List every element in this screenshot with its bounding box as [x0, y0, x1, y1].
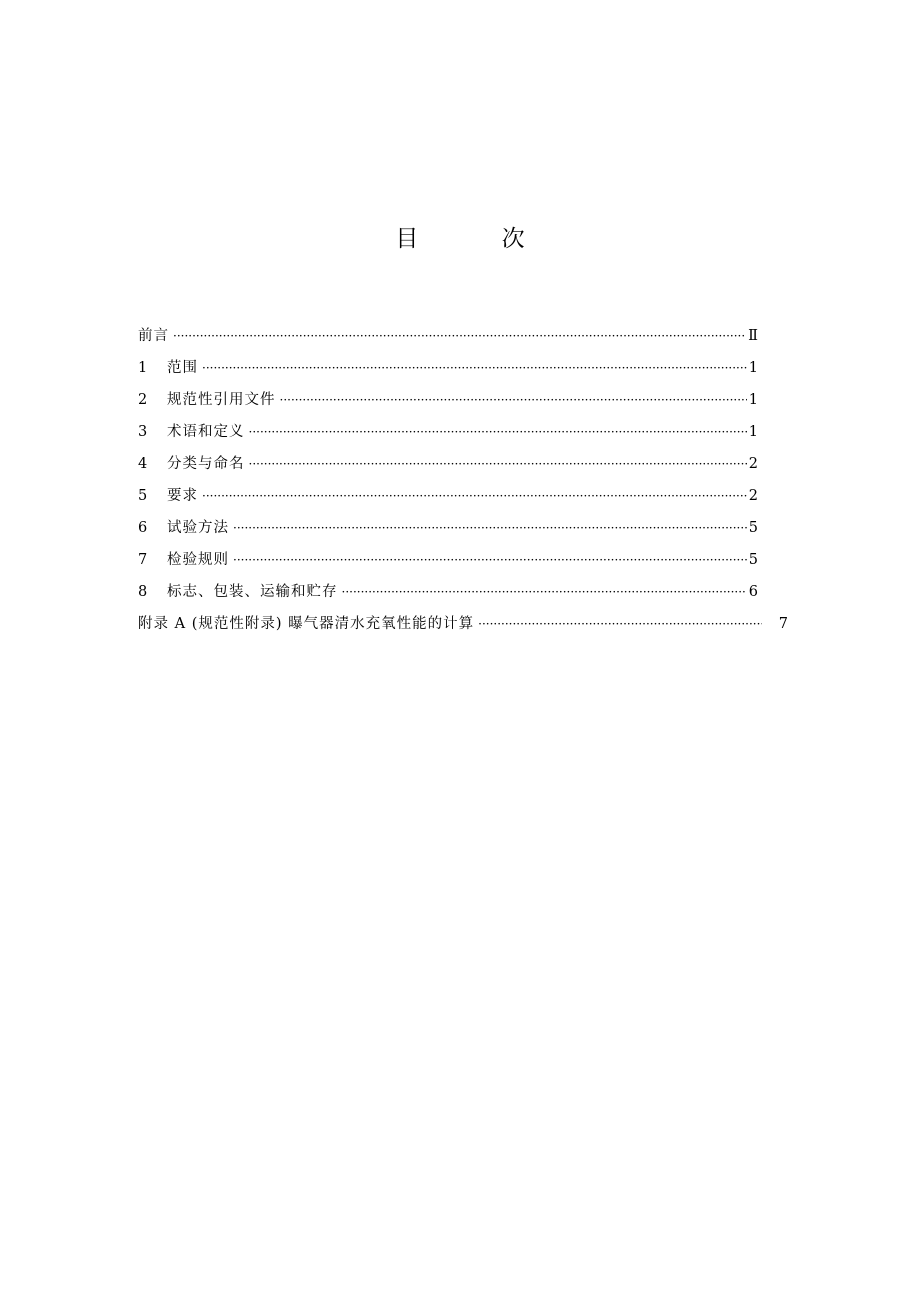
toc-entry-label: 范围 [167, 360, 198, 376]
toc-entry-number: 2 [138, 392, 148, 408]
toc-entry-label: 附录 A (规范性附录) 曝气器清水充氧性能的计算 [138, 616, 475, 632]
toc-entry-test-methods[interactable] [138, 516, 758, 548]
toc-entry-normative-references[interactable] [138, 388, 758, 420]
toc-entry-number: 4 [138, 456, 148, 472]
toc-entry-page: 5 [748, 552, 758, 568]
toc-entry-number: 6 [138, 520, 148, 536]
toc-entry-page: 7 [778, 616, 788, 632]
toc-entry-page: 6 [748, 584, 758, 600]
toc-entry-page: 2 [748, 456, 758, 472]
toc-entry-number: 5 [138, 488, 148, 504]
toc-entry-label: 检验规则 [167, 552, 229, 568]
toc-entry-page: Ⅱ [748, 328, 758, 344]
toc-entry-terms-definitions[interactable] [138, 420, 758, 452]
toc-entry-label: 试验方法 [167, 520, 229, 536]
toc-leader-dots [478, 612, 762, 636]
toc-leader-dots [249, 420, 747, 444]
toc-leader-dots [173, 324, 746, 348]
toc-entry-requirements[interactable] [138, 484, 758, 516]
toc-entry-label: 标志、包装、运输和贮存 [167, 584, 338, 600]
toc-entry-number: 8 [138, 584, 148, 600]
toc-leader-dots [202, 356, 747, 380]
toc-entry-label: 规范性引用文件 [167, 392, 276, 408]
toc-entry-number: 1 [138, 360, 148, 376]
toc-entry-page: 1 [748, 360, 758, 376]
toc-entry-appendix-a[interactable] [138, 612, 788, 644]
toc-entry-preface[interactable] [138, 324, 758, 356]
toc-entry-number: 3 [138, 424, 148, 440]
toc-entry-label: 术语和定义 [167, 424, 245, 440]
toc-entry-number: 7 [138, 552, 148, 568]
toc-leader-dots [202, 484, 747, 508]
toc-leader-dots [233, 548, 747, 572]
toc-entry-marking-packaging[interactable] [138, 580, 758, 612]
toc-entry-classification[interactable] [138, 452, 758, 484]
toc-leader-dots [249, 452, 747, 476]
toc-entry-page: 5 [748, 520, 758, 536]
toc-entry-page: 2 [748, 488, 758, 504]
toc-leader-dots [233, 516, 747, 540]
toc-entry-inspection-rules[interactable] [138, 548, 758, 580]
toc-leader-dots [280, 388, 747, 412]
toc-entry-label: 要求 [167, 488, 198, 504]
page-title: 目 次 [395, 226, 563, 252]
toc-entry-page: 1 [748, 392, 758, 408]
table-of-contents [138, 324, 788, 644]
toc-entry-scope[interactable] [138, 356, 758, 388]
toc-entry-page: 1 [748, 424, 758, 440]
toc-leader-dots [342, 580, 747, 604]
toc-entry-label: 分类与命名 [167, 456, 245, 472]
toc-entry-label: 前言 [138, 328, 169, 344]
